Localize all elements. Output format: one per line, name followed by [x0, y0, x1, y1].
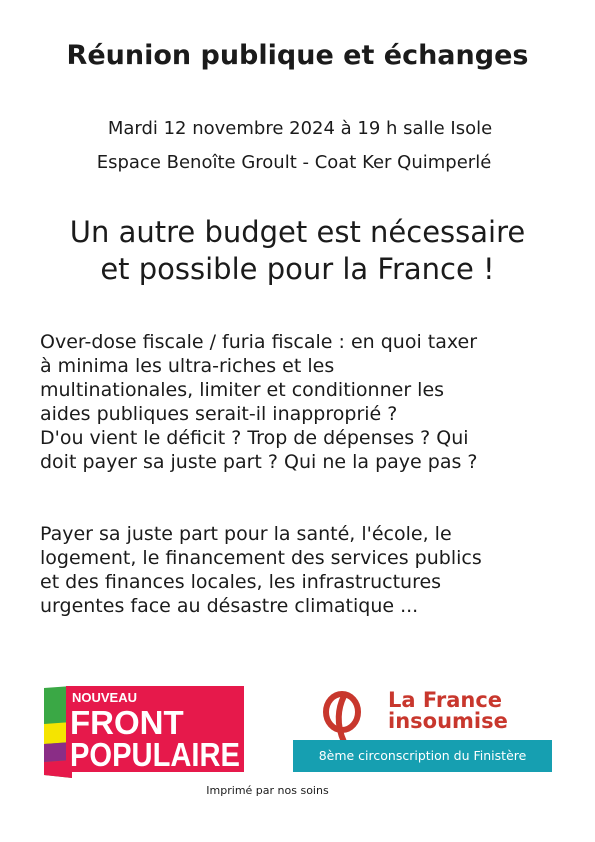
- paragraph-line: urgentes face au désastre climatique ...: [40, 595, 419, 617]
- paragraph-line: multinationales, limiter et conditionner les: [40, 379, 445, 401]
- page-title: Réunion publique et échanges: [66, 40, 529, 71]
- paragraph-line: doit payer sa juste part ? Qui ne la paye pas ?: [40, 451, 478, 473]
- headline-line-1: Un autre budget est nécessaire: [69, 215, 526, 249]
- nfp-logo-line-3: POPULAIRE: [70, 736, 240, 773]
- paragraph-line: à minima les ultra-riches et les: [40, 355, 335, 377]
- printed-note: Imprimé par nos soins: [206, 784, 329, 797]
- paragraph-line: logement, le financement des services publics: [40, 547, 482, 569]
- paragraph-line: D'ou vient le déficit ? Trop de dépenses ? Qui: [40, 427, 469, 449]
- headline-line-2: et possible pour la France !: [100, 252, 495, 286]
- event-date: Mardi 12 novembre 2024 à 19 h salle Isole: [107, 118, 493, 139]
- lfi-constituency-band: 8ème circonscription du Finistère: [293, 740, 552, 772]
- lfi-logo-line-1: La France: [388, 688, 503, 712]
- paragraph-line: et des finances locales, les infrastructures: [40, 571, 442, 593]
- nfp-logo-line-1: NOUVEAU: [72, 690, 138, 705]
- lfi-logo-line-2: insoumise: [388, 709, 508, 733]
- nfp-logo: [44, 686, 244, 778]
- paragraph-taxation: [40, 330, 570, 474]
- paragraph-fair-share: [40, 522, 570, 618]
- paragraph-line: aides publiques serait-il inapproprié ?: [40, 403, 398, 425]
- paragraph-line: Over-dose fiscale / furia fiscale : en quoi taxer: [40, 331, 478, 353]
- nfp-logo-line-2: FRONT: [70, 704, 184, 741]
- headline: [0, 214, 595, 288]
- lfi-logo-name: [388, 690, 508, 732]
- event-place: Espace Benoîte Groult - Coat Ker Quimperlé: [96, 152, 492, 173]
- paragraph-line: Payer sa juste part pour la santé, l'école, le: [40, 523, 452, 545]
- phi-icon: [318, 688, 374, 744]
